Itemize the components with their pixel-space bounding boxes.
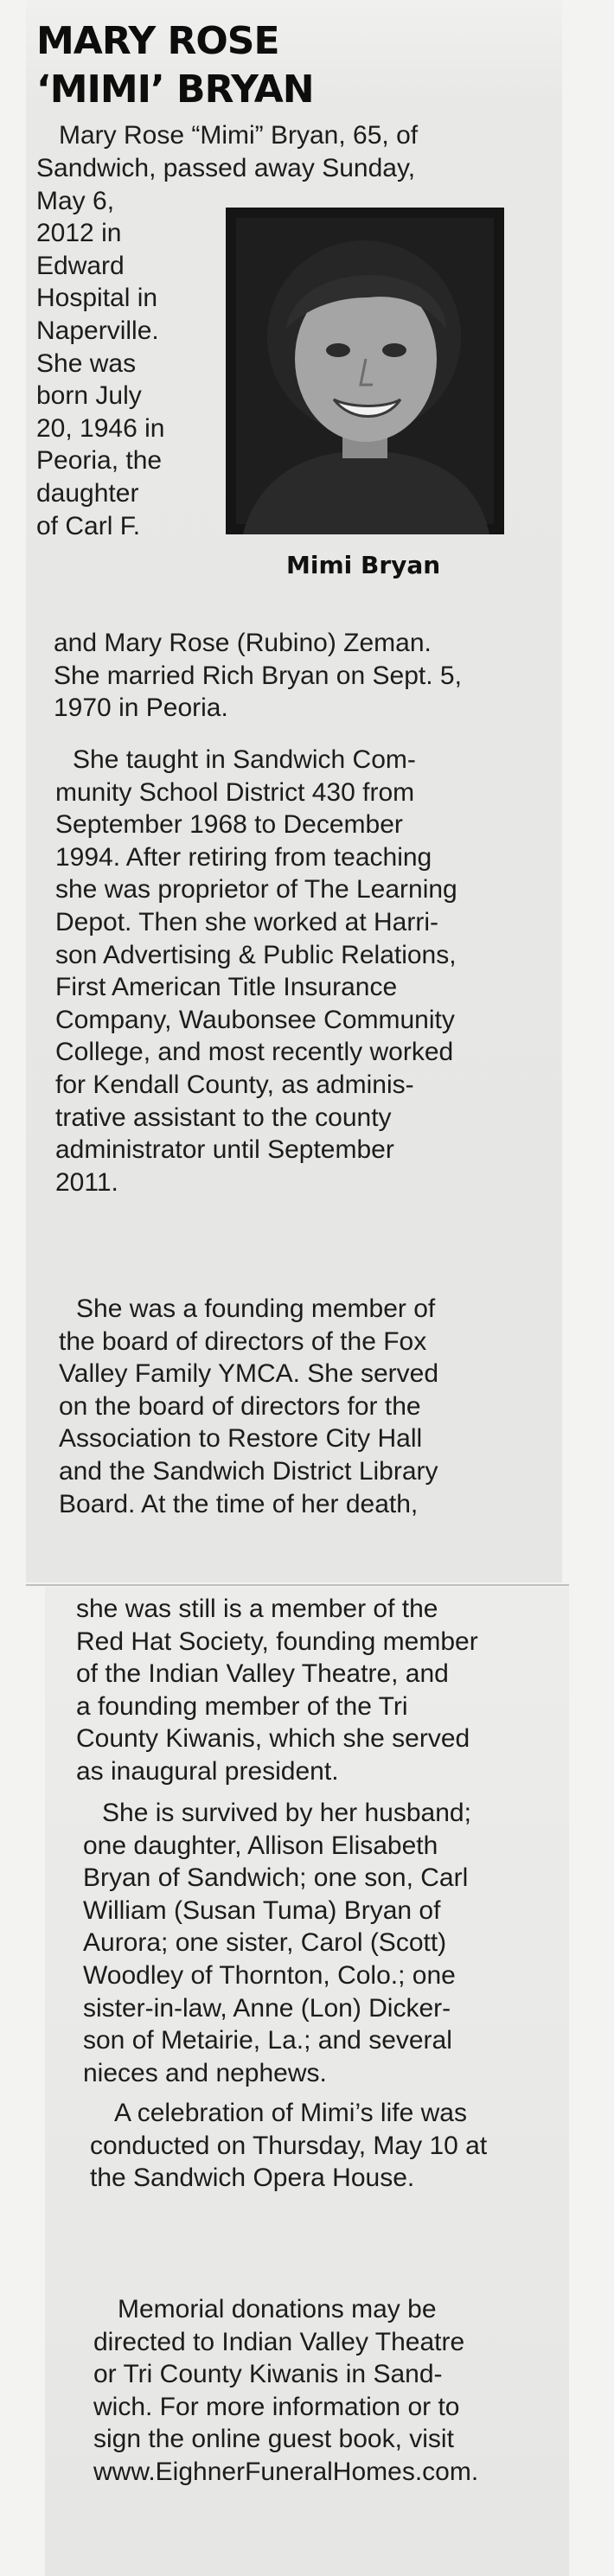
text-line: sign the online guest book, visit bbox=[93, 2425, 454, 2454]
text-line: May 6, bbox=[36, 186, 115, 215]
portrait-illustration bbox=[226, 208, 504, 534]
headline-line-1: MARY ROSE bbox=[36, 19, 279, 63]
paragraph-3-continued bbox=[76, 1593, 478, 1788]
text-line: Mary Rose “Mimi” Bryan, 65, of bbox=[59, 121, 419, 150]
text-line: 2011. bbox=[55, 1167, 118, 1197]
text-line: She married Rich Bryan on Sept. 5, bbox=[54, 661, 462, 690]
obituary-headline bbox=[36, 17, 314, 114]
text-line: as inaugural president. bbox=[76, 1756, 339, 1786]
text-line: the board of directors of the Fox bbox=[59, 1326, 427, 1356]
text-line: www.EighnerFuneralHomes.com. bbox=[93, 2457, 479, 2486]
text-line: son of Metairie, La.; and several bbox=[83, 2026, 452, 2055]
text-line: 1994. After retiring from teaching bbox=[55, 842, 432, 872]
text-line: Woodley of Thornton, Colo.; one bbox=[83, 1960, 456, 1990]
text-line: She taught in Sandwich Com- bbox=[73, 745, 416, 774]
text-line: College, and most recently worked bbox=[55, 1038, 454, 1067]
text-line: Depot. Then she worked at Harri- bbox=[55, 907, 438, 936]
paragraph-6 bbox=[93, 2293, 478, 2489]
text-line: sister-in-law, Anne (Lon) Dicker- bbox=[83, 1993, 451, 2023]
text-line: Memorial donations may be bbox=[118, 2295, 437, 2324]
text-line: administrator until September bbox=[55, 1135, 394, 1165]
text-line: Company, Waubonsee Community bbox=[55, 1005, 455, 1034]
text-line: and Mary Rose (Rubino) Zeman. bbox=[54, 629, 432, 657]
text-line: conducted on Thursday, May 10 at bbox=[90, 2131, 488, 2160]
text-line: First American Title Insurance bbox=[55, 973, 398, 1002]
text-line: the Sandwich Opera House. bbox=[90, 2164, 415, 2193]
text-line: William (Susan Tuma) Bryan of bbox=[83, 1895, 441, 1925]
paragraph-1-continued bbox=[54, 627, 462, 725]
text-line: Naperville. bbox=[36, 316, 159, 345]
text-line: Valley Family YMCA. She served bbox=[59, 1359, 439, 1389]
paragraph-2 bbox=[55, 744, 457, 1199]
text-line: 2012 in bbox=[36, 219, 122, 248]
text-line: Hospital in bbox=[36, 284, 158, 313]
text-line: munity School District 430 from bbox=[55, 777, 415, 807]
portrait-photo bbox=[226, 208, 504, 534]
text-line: 1970 in Peoria. bbox=[54, 694, 228, 723]
text-line: Peoria, the bbox=[36, 446, 163, 476]
text-line: 20, 1946 in bbox=[36, 413, 165, 443]
headline-line-2: ‘MIMI’ BRYAN bbox=[36, 67, 314, 112]
text-line: Sandwich, passed away Sunday, bbox=[36, 154, 416, 182]
text-line: nieces and nephews. bbox=[83, 2058, 327, 2087]
text-line: and the Sandwich District Library bbox=[59, 1456, 438, 1486]
text-line: one daughter, Allison Elisabeth bbox=[83, 1831, 438, 1860]
text-line: born July bbox=[36, 381, 142, 411]
text-line: she was still is a member of the bbox=[76, 1595, 438, 1623]
text-line: on the board of directors for the bbox=[59, 1391, 421, 1421]
text-line: Board. At the time of her death, bbox=[59, 1489, 419, 1518]
text-line: Red Hat Society, founding member bbox=[76, 1627, 478, 1656]
text-line: Edward bbox=[36, 251, 125, 280]
text-line: She was a founding member of bbox=[76, 1294, 436, 1323]
text-line: Association to Restore City Hall bbox=[59, 1424, 423, 1454]
text-line: County Kiwanis, which she served bbox=[76, 1724, 470, 1754]
photo-caption: Mimi Bryan bbox=[286, 551, 441, 579]
clipping-cut-line bbox=[26, 1584, 569, 1586]
text-line: or Tri County Kiwanis in Sand- bbox=[93, 2360, 443, 2389]
text-line: of Carl F. bbox=[36, 511, 141, 540]
text-line: wich. For more information or to bbox=[93, 2392, 460, 2421]
text-line: son Advertising & Public Relations, bbox=[55, 940, 457, 969]
paragraph-3 bbox=[59, 1293, 438, 1520]
paragraph-4 bbox=[83, 1797, 471, 2089]
text-line: daughter bbox=[36, 478, 139, 508]
text-line: September 1968 to December bbox=[55, 810, 403, 840]
text-line: she was proprietor of The Learning bbox=[55, 875, 457, 904]
text-line: She was bbox=[36, 348, 137, 378]
paragraph-5 bbox=[90, 2097, 487, 2195]
paragraph-1-first-line bbox=[59, 119, 418, 152]
text-line: A celebration of Mimi’s life was bbox=[114, 2099, 467, 2127]
text-line: Aurora; one sister, Carol (Scott) bbox=[83, 1928, 447, 1958]
text-line: directed to Indian Valley Theatre bbox=[93, 2327, 465, 2356]
text-line: a founding member of the Tri bbox=[76, 1691, 408, 1721]
text-line: of the Indian Valley Theatre, and bbox=[76, 1659, 449, 1689]
text-line: trative assistant to the county bbox=[55, 1103, 392, 1132]
text-line: She is survived by her husband; bbox=[102, 1799, 471, 1827]
text-line: Bryan of Sandwich; one son, Carl bbox=[83, 1863, 469, 1893]
text-line: for Kendall County, as adminis- bbox=[55, 1070, 414, 1099]
